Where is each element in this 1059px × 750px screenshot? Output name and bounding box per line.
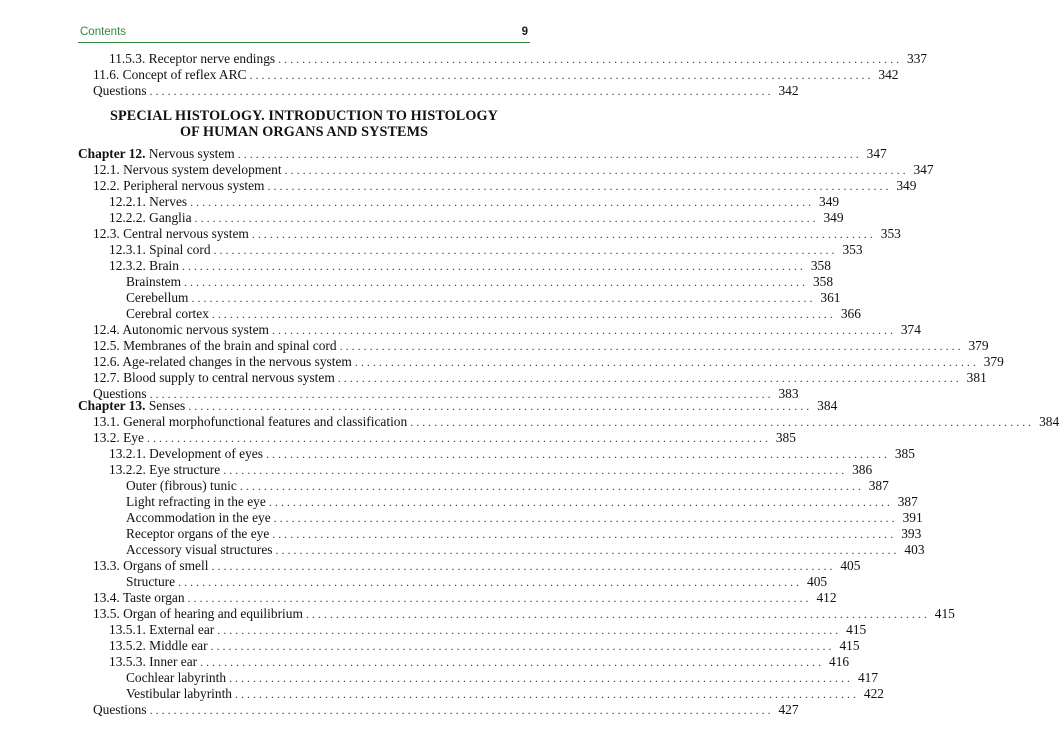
toc-entry-page: 361: [820, 290, 841, 305]
leader-dots: ........................................................................................................: [223, 463, 848, 477]
toc-entry[interactable]: [93, 430, 796, 446]
toc-entry[interactable]: [109, 446, 915, 462]
toc-entry-label: 12.3. Central nervous system: [93, 226, 249, 241]
leader-dots: ........................................................................................................: [213, 243, 838, 257]
leader-dots: ........................................................................................................: [273, 511, 898, 525]
toc-entry-page: 349: [819, 194, 840, 209]
toc-entry-label: 12.6. Age-related changes in the nervous system: [93, 354, 352, 369]
toc-entry-label: 12.7. Blood supply to central nervous system: [93, 370, 335, 385]
leader-dots: ........................................................................................................: [178, 575, 803, 589]
leader-dots: ........................................................................................................: [272, 527, 897, 541]
toc-entry-page: 381: [966, 370, 987, 385]
toc-entry-page: 387: [868, 478, 889, 493]
toc-entry-label: 13.3. Organs of smell: [93, 558, 209, 573]
toc-entry-label: 13.5.1. External ear: [109, 622, 215, 637]
leader-dots: ........................................................................................................: [200, 655, 825, 669]
leader-dots: ........................................................................................................: [268, 495, 893, 509]
leader-dots: ........................................................................................................: [267, 179, 892, 193]
toc-entry[interactable]: [93, 414, 1059, 430]
leader-dots: ........................................................................................................: [239, 479, 864, 493]
toc-entry-label: Chapter 12. Nervous system: [78, 146, 235, 161]
toc-entry-label: 12.2.1. Nerves: [109, 194, 188, 209]
toc-entry-page: 405: [840, 558, 861, 573]
toc-entry[interactable]: [126, 494, 918, 510]
toc-entry-label: 13.2.1. Development of eyes: [109, 446, 263, 461]
toc-entry-page: 386: [852, 462, 873, 477]
toc-entry-page: 353: [880, 226, 901, 241]
toc-entry-label: 12.2.2. Ganglia: [109, 210, 192, 225]
toc-entry[interactable]: [93, 226, 901, 242]
toc-entry[interactable]: [109, 51, 928, 67]
leader-dots: ........................................................................................................: [190, 195, 815, 209]
toc-entry-label: 13.5.3. Inner ear: [109, 654, 198, 669]
leader-dots: ........................................................................................................: [339, 339, 964, 353]
toc-entry-page: 358: [812, 274, 834, 289]
toc-entry[interactable]: [126, 510, 923, 526]
toc-entry-page: 416: [829, 654, 850, 669]
toc-entry-page: 349: [896, 178, 917, 193]
toc-entry-label: 13.5.2. Middle ear: [109, 638, 208, 653]
toc-entry-page: 391: [902, 510, 923, 525]
toc-entry-label: Cerebral cortex: [126, 306, 209, 321]
leader-dots: ........................................................................................................: [211, 307, 836, 321]
leader-dots: ........................................................................................................: [354, 355, 979, 369]
toc-entry-label: Structure: [126, 574, 176, 589]
header-section-name: Contents: [80, 26, 127, 38]
toc-entry-page: 385: [775, 430, 796, 445]
toc-entry-page: 347: [866, 146, 887, 161]
toc-entry[interactable]: [126, 574, 828, 590]
toc-entry-page: 379: [983, 354, 1004, 369]
section-title-line-2: OF HUMAN ORGANS AND SYSTEMS: [179, 124, 429, 140]
toc-entry-page: 342: [878, 67, 899, 82]
leader-dots: ........................................................................................................: [146, 431, 771, 445]
toc-entry-page: 337: [907, 51, 928, 66]
leader-dots: ........................................................................................................: [194, 211, 819, 225]
toc-entry[interactable]: [93, 178, 917, 194]
toc-entry[interactable]: [93, 354, 1004, 370]
leader-dots: ........................................................................................................: [278, 52, 903, 66]
section-title-line-1: SPECIAL HISTOLOGY. INTRODUCTION TO HISTOLOGY: [110, 108, 498, 124]
header-page-number: 9: [521, 26, 528, 38]
leader-dots: ........................................................................................................: [284, 163, 909, 177]
toc-entry-label: Questions: [93, 386, 147, 401]
toc-entry-page: 384: [1039, 414, 1059, 429]
toc-entry-page: 353: [842, 242, 863, 257]
toc-entry-label: 12.3.2. Brain: [109, 258, 179, 273]
toc-entry[interactable]: [93, 558, 861, 574]
leader-dots: ........................................................................................................: [210, 639, 835, 653]
toc-entry[interactable]: [109, 638, 860, 654]
toc-entry[interactable]: [93, 370, 987, 386]
toc-entry-label: 13.1. General morphofunctional features and classification: [93, 414, 408, 429]
toc-entry-label: Cerebellum: [126, 290, 189, 305]
toc-entry[interactable]: [126, 306, 861, 322]
toc-entry-label: Accommodation in the eye: [126, 510, 271, 525]
toc-entry-label: Accessory visual structures: [126, 542, 273, 557]
toc-entry-page: 349: [823, 210, 844, 225]
toc-entry[interactable]: [126, 542, 925, 558]
toc-entry-label: 12.2. Peripheral nervous system: [93, 178, 265, 193]
toc-entry-label: 12.3.1. Spinal cord: [109, 242, 211, 257]
toc-entry[interactable]: [126, 274, 834, 290]
toc-entry-page: 342: [778, 83, 799, 98]
toc-entry[interactable]: [109, 210, 844, 226]
leader-dots: ........................................................................................................: [149, 703, 774, 717]
toc-entry-page: 383: [778, 386, 799, 401]
toc-entry[interactable]: [93, 702, 799, 718]
chapter-heading[interactable]: [78, 146, 887, 162]
toc-entry[interactable]: [93, 162, 934, 178]
leader-dots: ........................................................................................................: [305, 607, 930, 621]
leader-dots: ........................................................................................................: [265, 447, 890, 461]
leader-dots: ........................................................................................................: [410, 415, 1035, 429]
toc-entry-label: Chapter 13. Senses: [78, 398, 186, 413]
leader-dots: ........................................................................................................: [275, 543, 900, 557]
toc-entry[interactable]: [93, 338, 989, 354]
toc-entry-page: 415: [934, 606, 955, 621]
toc-entry-label: Outer (fibrous) tunic: [126, 478, 237, 493]
toc-entry[interactable]: [93, 606, 955, 622]
toc-entry-page: 387: [897, 494, 918, 509]
toc-entry[interactable]: [126, 290, 841, 306]
leader-dots: ........................................................................................................: [237, 147, 862, 161]
toc-entry-label: 11.6. Concept of reflex ARC: [93, 67, 247, 82]
running-header: [78, 22, 530, 42]
toc-entry-label: Light refracting in the eye: [126, 494, 266, 509]
toc-entry-label: 13.2.2. Eye structure: [109, 462, 221, 477]
leader-dots: ........................................................................................................: [187, 591, 812, 605]
toc-entry-label: Questions: [93, 702, 147, 717]
leader-dots: ........................................................................................................: [149, 387, 774, 401]
toc-entry-label: 12.1. Nervous system development: [93, 162, 282, 177]
toc-entry-page: 393: [901, 526, 922, 541]
toc-entry-page: 366: [840, 306, 861, 321]
toc-entry-page: 347: [913, 162, 934, 177]
leader-dots: ........................................................................................................: [229, 671, 854, 685]
leader-dots: ........................................................................................................: [181, 259, 806, 273]
toc-entry-page: 412: [816, 590, 837, 605]
toc-entry[interactable]: [109, 194, 840, 210]
toc-entry-page: 379: [968, 338, 989, 353]
toc-entry[interactable]: [93, 83, 799, 99]
leader-dots: ........................................................................................................: [184, 275, 809, 289]
toc-entry-label: 11.5.3. Receptor nerve endings: [109, 51, 276, 66]
toc-entry-label: Questions: [93, 83, 147, 98]
toc-entry-page: 405: [807, 574, 828, 589]
header-rule: [78, 42, 530, 43]
toc-entry[interactable]: [126, 478, 889, 494]
toc-entry-page: 384: [817, 398, 838, 413]
leader-dots: ........................................................................................................: [235, 687, 859, 701]
toc-entry-page: 417: [857, 670, 879, 685]
toc-entry-label: Receptor organs of the eye: [126, 526, 270, 541]
toc-entry-page: 403: [904, 542, 925, 557]
leader-dots: ........................................................................................................: [188, 399, 813, 413]
toc-entry[interactable]: [126, 686, 884, 702]
toc-entry[interactable]: [109, 242, 863, 258]
toc-entry[interactable]: [126, 670, 879, 686]
toc-entry[interactable]: [93, 322, 921, 338]
toc-entry-page: 427: [778, 702, 799, 717]
toc-entry[interactable]: [109, 654, 850, 670]
toc-entry[interactable]: [109, 622, 867, 638]
toc-entry[interactable]: [93, 67, 899, 83]
toc-entry[interactable]: [109, 462, 873, 478]
toc-entry-label: Cochlear labyrinth: [126, 670, 227, 685]
toc-entry-label: 12.5. Membranes of the brain and spinal cord: [93, 338, 337, 353]
leader-dots: ........................................................................................................: [191, 291, 816, 305]
toc-entry-page: 415: [839, 638, 860, 653]
toc-entry-label: Vestibular labyrinth: [126, 686, 232, 701]
leader-dots: ........................................................................................................: [251, 227, 876, 241]
chapter-heading[interactable]: [78, 398, 838, 414]
toc-entry[interactable]: [126, 526, 922, 542]
leader-dots: ........................................................................................................: [271, 323, 896, 337]
toc-entry-label: 13.5. Organ of hearing and equilibrium: [93, 606, 303, 621]
toc-entry-label: 13.4. Taste organ: [93, 590, 185, 605]
leader-dots: ........................................................................................................: [149, 84, 774, 98]
leader-dots: ........................................................................................................: [217, 623, 842, 637]
toc-entry[interactable]: [109, 258, 831, 274]
leader-dots: ........................................................................................................: [249, 68, 874, 82]
leader-dots: ........................................................................................................: [337, 371, 962, 385]
toc-entry-page: 385: [894, 446, 915, 461]
toc-entry-label: Brainstem: [126, 274, 182, 289]
toc-entry-page: 358: [810, 258, 831, 273]
toc-entry-page: 415: [846, 622, 867, 637]
toc-entry[interactable]: [93, 590, 837, 606]
toc-entry-label: 13.2. Eye: [93, 430, 144, 445]
toc-entry-label: 12.4. Autonomic nervous system: [93, 322, 269, 337]
leader-dots: ........................................................................................................: [211, 559, 836, 573]
toc-entry-page: 374: [900, 322, 921, 337]
toc-entry-page: 422: [863, 686, 884, 701]
